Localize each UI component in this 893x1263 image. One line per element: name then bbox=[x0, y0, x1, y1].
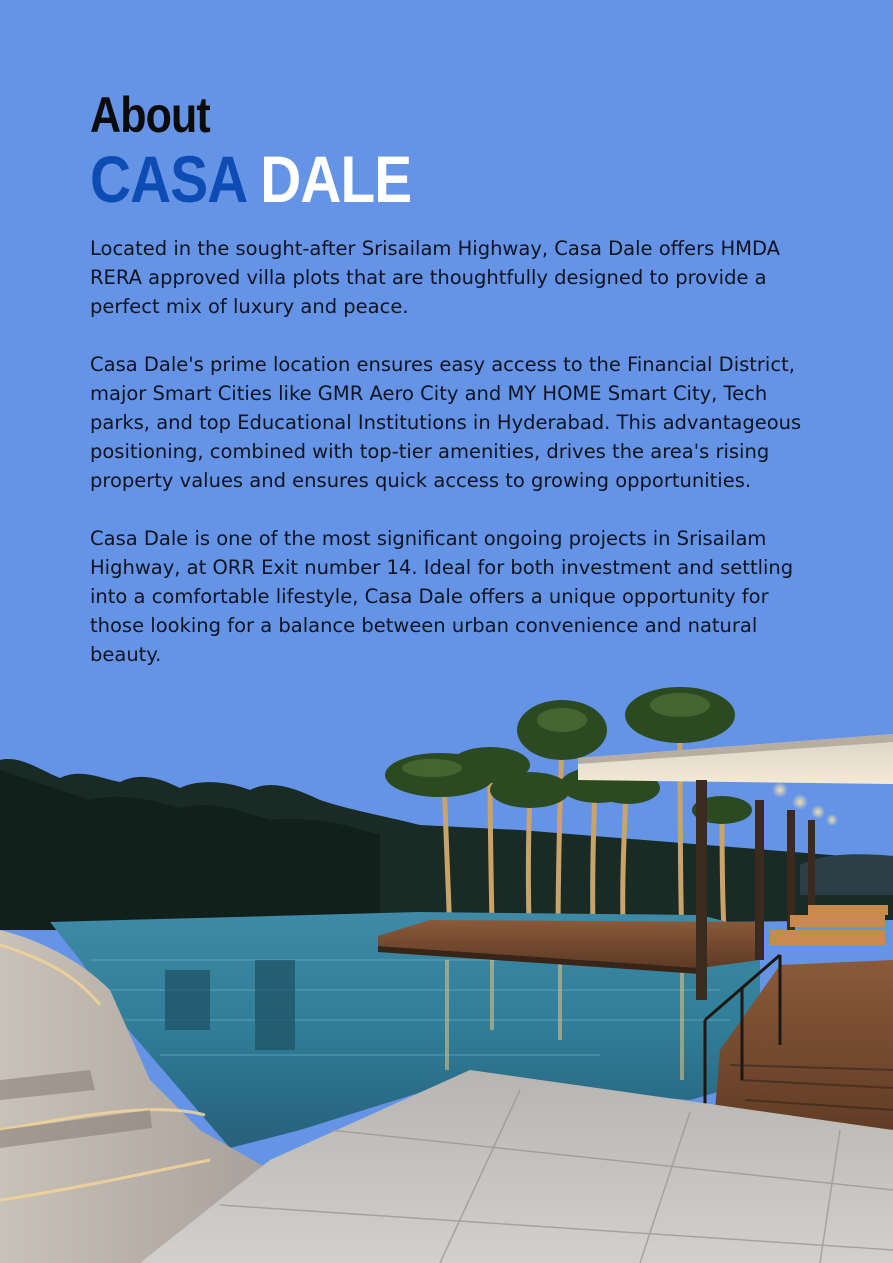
brand-first-word: CASA bbox=[90, 142, 246, 216]
paragraph-intro: Located in the sought-after Srisailam Highway, Casa Dale offers HMDA RERA approved villa plots that are thoughtfully designed to provide a perfect mix of luxury and peace. bbox=[90, 237, 780, 318]
page-title bbox=[90, 87, 464, 216]
brand-name bbox=[90, 142, 412, 216]
brand-second-word: DALE bbox=[260, 142, 412, 216]
about-text bbox=[90, 234, 820, 698]
about-heading: About bbox=[90, 87, 210, 143]
paragraph-location: Casa Dale's prime location ensures easy access to the Financial District, major Smart Cities like GMR Aero City and MY HOME Smart City, Tech parks, and top Educational Institutions in Hyderabad. This advantageous positioning, combined with top-tier amenities, drives the area's rising property values and ensures quick access to growing opportunities. bbox=[90, 353, 802, 492]
paragraph-project: Casa Dale is one of the most significant ongoing projects in Srisailam Highway, at ORR Exit number 14. Ideal for both investment and settling into a comfortable lifestyle, Casa Dale offers a unique opportunity for those looking for a balance between urban convenience and natural beauty. bbox=[90, 527, 794, 666]
resort-pool-photo bbox=[0, 660, 893, 1263]
